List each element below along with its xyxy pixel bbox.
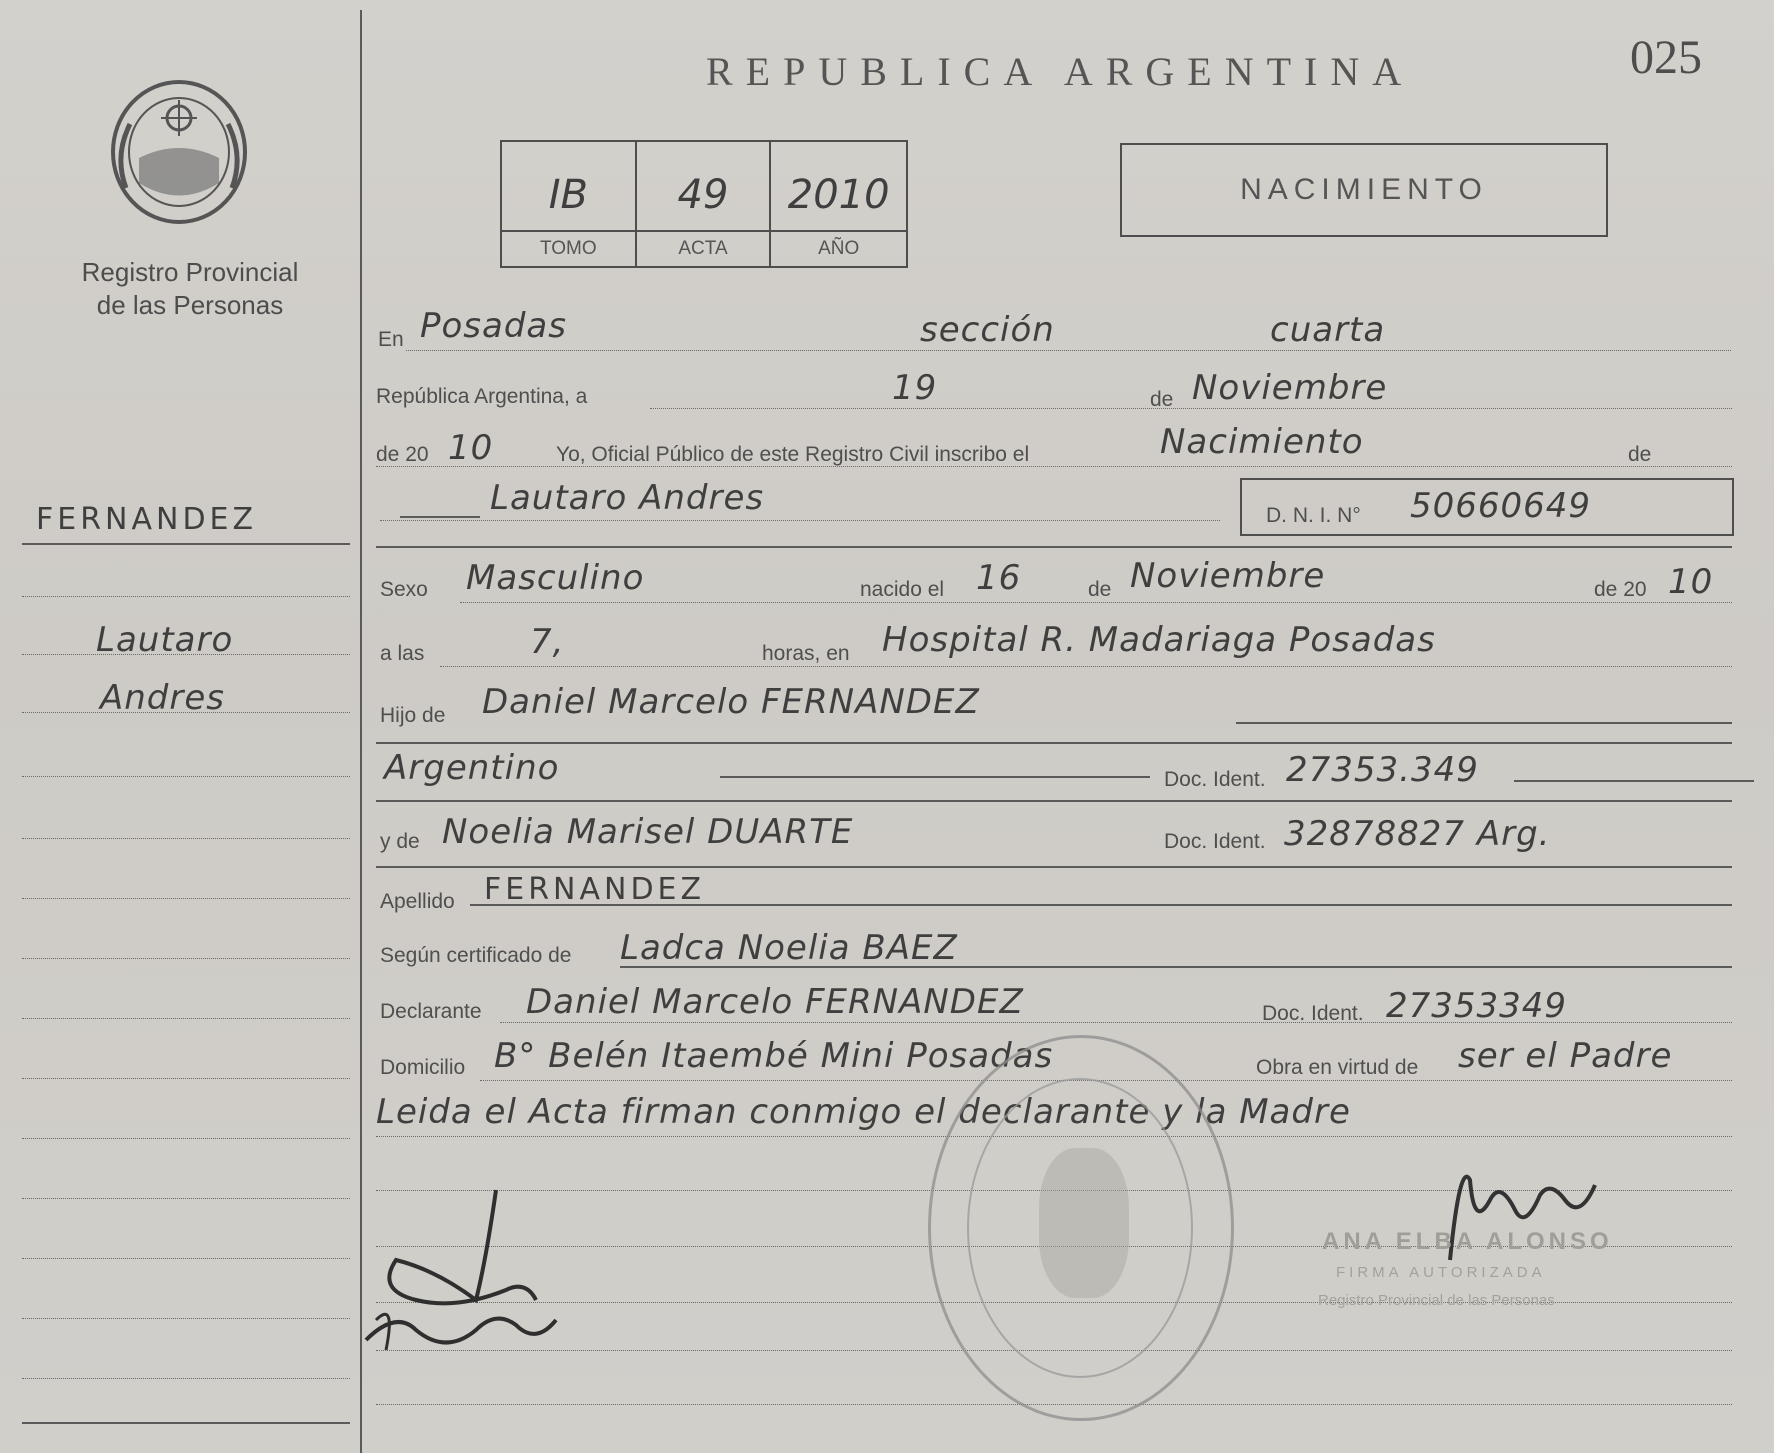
margin-line <box>22 1378 350 1379</box>
form-line <box>406 350 1731 351</box>
form-solid-line <box>376 546 1732 548</box>
form-solid-line <box>470 904 1732 906</box>
de-label-2: de <box>1628 443 1652 466</box>
dni-value: 50660649 <box>1410 486 1592 526</box>
acta-label: ACTA <box>637 230 770 266</box>
margin-line <box>22 596 350 597</box>
month-value: Noviembre <box>1192 368 1388 408</box>
closing-line: Leida el Acta firman conmigo el declarante y la Madre <box>376 1092 1351 1132</box>
seal-center-emblem <box>1039 1148 1129 1298</box>
obra-value: ser el Padre <box>1458 1036 1673 1076</box>
birth-year-suffix: 10 <box>1668 562 1714 602</box>
margin-line <box>22 1018 350 1019</box>
margin-line <box>22 1138 350 1139</box>
sexo-label: Sexo <box>380 578 428 601</box>
registry-name-line1: Registro Provincial <box>81 257 299 287</box>
en-label: En <box>378 328 404 351</box>
provincial-seal-icon <box>106 78 252 233</box>
domicilio-label: Domicilio <box>380 1056 466 1079</box>
margin-line <box>22 958 350 959</box>
form-solid-line <box>376 866 1732 868</box>
margin-given-name-1: Lautaro <box>96 620 234 660</box>
de20-label-2: de 20 <box>1594 578 1647 601</box>
dni-label: D. N. I. N° <box>1266 504 1361 527</box>
declarante-doc: 27353349 <box>1386 986 1568 1026</box>
birth-day: 16 <box>976 558 1022 598</box>
seccion-value: sección <box>920 310 1055 350</box>
sexo-value: Masculino <box>466 558 645 598</box>
hijo-label: Hijo de <box>380 704 446 727</box>
form-line <box>380 520 1220 521</box>
alas-label: a las <box>380 642 425 665</box>
margin-surname: FERNANDEZ <box>36 502 258 537</box>
doc-line <box>1514 780 1754 782</box>
record-type-box: NACIMIENTO <box>1120 143 1608 237</box>
mother-doc: 32878827 Arg. <box>1284 814 1551 854</box>
registry-name-line2: de las Personas <box>96 290 284 320</box>
anio-cell <box>771 142 906 266</box>
margin-line <box>22 1318 350 1319</box>
tomo-label: TOMO <box>502 230 635 266</box>
child-name-dash <box>400 516 480 518</box>
segun-label: Según certificado de <box>380 944 572 967</box>
form-line <box>650 408 1732 409</box>
tomo-cell <box>502 142 637 266</box>
apellido-value: FERNANDEZ <box>484 872 706 907</box>
form-line <box>500 1022 1732 1023</box>
apellido-label: Apellido <box>380 890 455 913</box>
doc-ident-label-3: Doc. Ident. <box>1262 1002 1364 1025</box>
form-solid-line <box>376 742 1732 744</box>
father-doc: 27353.349 <box>1286 750 1479 790</box>
de-label: de <box>1150 388 1174 411</box>
republica-label: República Argentina, a <box>376 385 588 408</box>
birth-month: Noviembre <box>1130 556 1326 596</box>
tomo-value: IB <box>548 172 588 218</box>
place-value: Hospital R. Madariaga Posadas <box>882 620 1436 660</box>
mother-name: Noelia Marisel DUARTE <box>442 812 854 852</box>
declarant-signature <box>356 1180 596 1365</box>
day-value: 19 <box>892 368 938 408</box>
margin-line <box>22 1198 350 1199</box>
stamp-role: FIRMA AUTORIZADA <box>1336 1264 1546 1281</box>
child-name: Lautaro Andres <box>490 478 765 518</box>
form-solid-line <box>1236 722 1732 724</box>
horas-label: horas, en <box>762 642 850 665</box>
margin-bottom-line <box>22 1422 350 1424</box>
margin-line <box>22 654 350 655</box>
en-value: Posadas <box>420 306 567 346</box>
yde-label: y de <box>380 830 420 853</box>
acta-cell <box>637 142 772 266</box>
margin-line <box>22 1078 350 1079</box>
official-seal-icon <box>928 1035 1234 1421</box>
form-line <box>440 666 1732 667</box>
declarante-value: Daniel Marcelo FERNANDEZ <box>526 982 1024 1022</box>
event-value: Nacimiento <box>1160 422 1364 462</box>
anio-value: 2010 <box>787 172 890 218</box>
doc-ident-label: Doc. Ident. <box>1164 768 1266 791</box>
country-title: REPUBLICA ARGENTINA <box>706 49 1415 94</box>
hour-value: 7, <box>530 622 565 662</box>
form-solid-line <box>376 800 1732 802</box>
margin-line <box>22 776 350 777</box>
doc-ident-label-2: Doc. Ident. <box>1164 830 1266 853</box>
page-number: 025 <box>1630 31 1702 84</box>
nacido-label: nacido el <box>860 578 945 601</box>
registry-name <box>40 256 340 322</box>
form-line <box>460 602 1732 603</box>
obra-label: Obra en virtud de <box>1256 1056 1419 1079</box>
declarante-label: Declarante <box>380 1000 482 1023</box>
father-name: Daniel Marcelo FERNANDEZ <box>482 682 980 722</box>
yo-label: Yo, Oficial Público de este Registro Civil inscribo el <box>556 443 1030 466</box>
record-reference-box <box>500 140 908 268</box>
segun-value: Ladca Noelia BAEZ <box>620 928 958 968</box>
stamp-name: ANA ELBA ALONSO <box>1322 1228 1613 1255</box>
cuarta-value: cuarta <box>1270 310 1386 350</box>
margin-line <box>22 898 350 899</box>
anio-label: AÑO <box>771 230 906 266</box>
margin-line <box>22 712 350 713</box>
acta-value: 49 <box>677 172 729 218</box>
margin-surname-line <box>22 543 350 545</box>
de-label-3: de <box>1088 578 1112 601</box>
margin-given-name-2: Andres <box>100 678 225 718</box>
stamp-org: Registro Provincial de las Personas <box>1318 1292 1555 1309</box>
domicilio-value: B° Belén Itaembé Mini Posadas <box>494 1036 1054 1076</box>
father-nationality: Argentino <box>384 748 560 788</box>
year-suffix: 10 <box>448 428 494 468</box>
form-line <box>376 466 1732 467</box>
nationality-line <box>720 776 1150 778</box>
de20-label: de 20 <box>376 443 429 466</box>
margin-line <box>22 1258 350 1259</box>
margin-line <box>22 838 350 839</box>
form-solid-line <box>620 966 1732 968</box>
